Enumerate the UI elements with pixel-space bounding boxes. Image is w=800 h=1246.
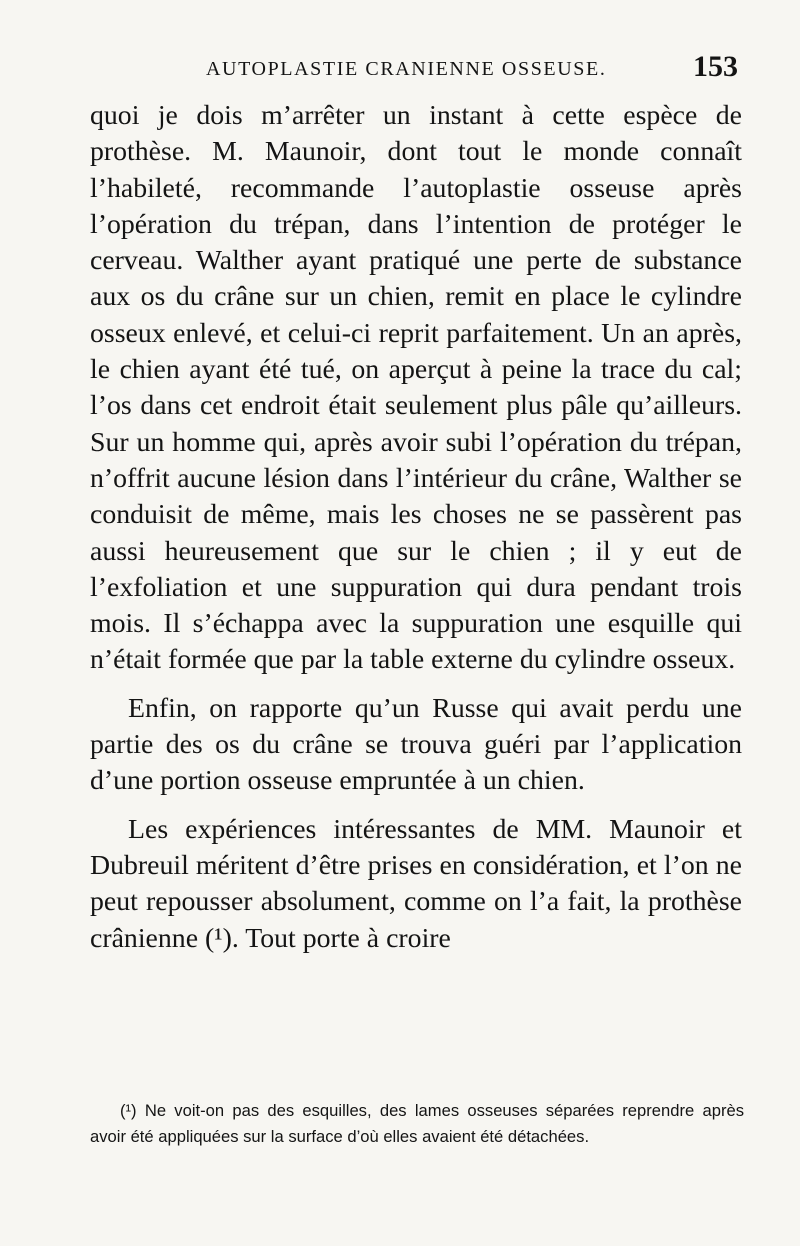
page-header (90, 48, 750, 88)
body-text (90, 98, 742, 957)
paragraph: Enfin, on rapporte qu’un Russe qui avait perdu une partie des os du crâne se trouva guéri par l’application d’une portion osseuse empruntée à un chien. (90, 692, 742, 797)
paragraph: quoi je dois m’arrêter un instant à cette espèce de prothèse. M. Maunoir, dont tout le monde connaît l’habileté, recommande l’autoplastie osseuse après l’opération du trépan, dans l’intention de protéger le cerveau. Walther ayant pratiqué une perte de substance aux os du crâne sur un chien, remit en place le cylindre osseux enlevé, et celui-ci reprit parfaitement. Un an après, le chien ayant été tué, on aperçut à peine la trace du cal; l’os dans cet endroit était seulement plus pâle qu’ailleurs. Sur un homme qui, après avoir subi l’opération du trépan, n’offrit aucune lésion dans l’intérieur du crâne, Walther se conduisit de même, mais les choses ne se passèrent pas aussi heureusement que sur le chien ; il y eut de l’exfoliation et une suppuration qui dura pendant trois mois. Il s’échappa avec la suppuration une esquille qui n’était formée que par la table externe du cylindre osseux. (90, 100, 742, 676)
running-title: AUTOPLASTIE CRANIENNE OSSEUSE. (206, 58, 607, 80)
paragraph: Les expériences intéressantes de MM. Maunoir et Dubreuil méritent d’être prises en considération, et l’on ne peut repousser absolument, comme on l’a fait, la prothèse crânienne (¹). Tout porte à croire (90, 813, 742, 954)
footnote (90, 1098, 744, 1150)
page-number: 153 (693, 50, 738, 83)
footnote-text: (¹) Ne voit-on pas des esquilles, des lames osseuses séparées reprendre après avoir été appliquées sur la surface d’où elles avaient été détachées. (90, 1101, 744, 1146)
